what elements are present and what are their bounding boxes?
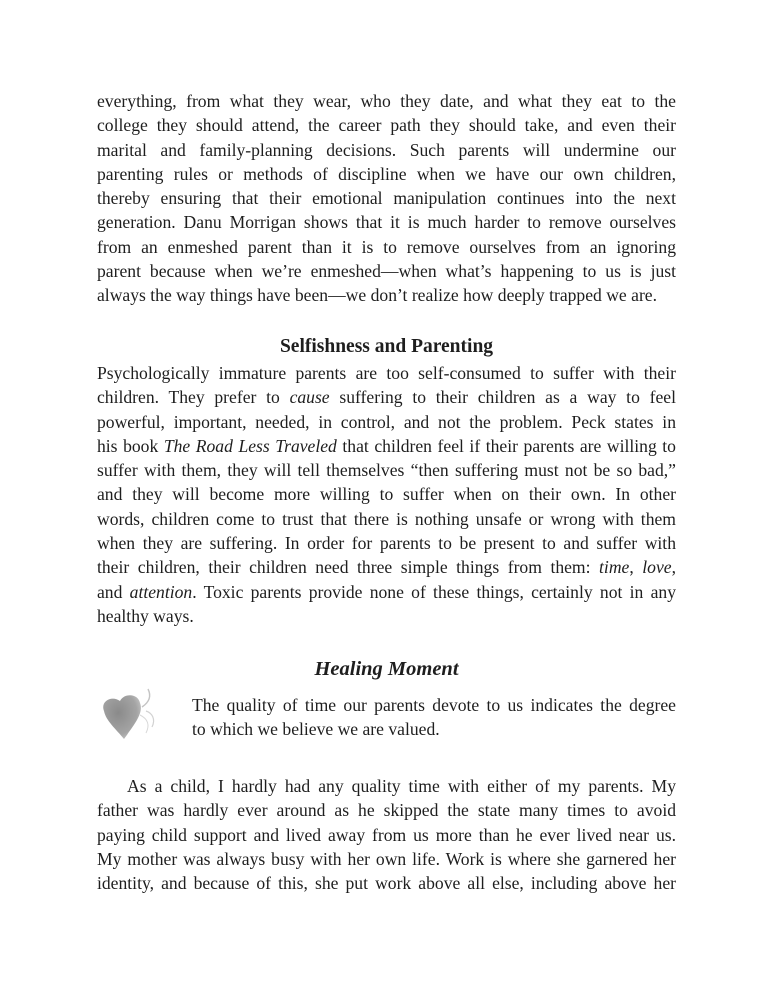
- text-run: ,: [629, 557, 643, 578]
- text-line: and they will become more willing to suffer when on their own. In other: [97, 484, 676, 505]
- section-heading: Selfishness and Parenting: [279, 336, 494, 357]
- emphasis: attention: [129, 581, 193, 602]
- healing-moment-heading: Healing Moment: [314, 658, 459, 680]
- text-line: from an enmeshed parent than it is to remove ourselves from an ignoring: [97, 236, 676, 257]
- text-run: suffering to their children as a way to feel: [329, 387, 676, 408]
- text-run: ,: [671, 557, 676, 578]
- text-line: As a child, I hardly had any quality time with either of my parents. My: [127, 776, 676, 796]
- text-line: [97, 580, 676, 604]
- text-line: [97, 434, 676, 458]
- text-run: and: [97, 581, 130, 602]
- text-run: their children, their children need three simple things from them:: [97, 557, 600, 578]
- emphasis: cause: [289, 387, 330, 408]
- text-line: words, children come to trust that there is nothing unsafe or wrong with them: [97, 508, 676, 529]
- text-line: marital and family-planning decisions. Such parents will undermine our: [97, 139, 676, 160]
- text-run: children. They prefer to: [97, 387, 290, 408]
- text-run: his book: [97, 435, 164, 456]
- paragraph-selfishness: [97, 361, 676, 628]
- paragraph-enmeshed-parents: [97, 89, 676, 308]
- text-line: thereby ensuring that their emotional manipulation continues into the next: [97, 188, 676, 209]
- text-line: [97, 555, 676, 579]
- text-line: to which we believe we are valued.: [192, 719, 440, 740]
- healing-moment-text: [192, 693, 676, 742]
- heart-icon: [98, 685, 160, 745]
- text-line: The quality of time our parents devote to us indicates the degree: [192, 695, 676, 715]
- text-line: father was hardly ever around as he skipped the state many times to avoid: [97, 800, 676, 821]
- book-title: The Road Less Traveled: [163, 435, 337, 456]
- text-run: . Toxic parents provide none of these things, certainly not in any: [192, 581, 676, 602]
- text-line: healthy ways.: [97, 605, 194, 626]
- text-line: parent because when we’re enmeshed—when what’s happening to us is just: [97, 261, 676, 282]
- emphasis: time: [599, 557, 630, 578]
- text-line: always the way things have been—we don’t realize how deeply trapped we are.: [97, 285, 658, 306]
- text-line: paying child support and lived away from us more than he ever lived near us.: [97, 824, 676, 845]
- text-line: generation. Danu Morrigan shows that it is much harder to remove ourselves: [97, 212, 676, 233]
- text-run: that children feel if their parents are willing to: [336, 435, 676, 456]
- text-line: My mother was always busy with her own life. Work is where she garnered her: [97, 848, 676, 869]
- text-line: powerful, important, needed, in control, and not the problem. Peck states in: [97, 411, 676, 432]
- text-line: when they are suffering. In order for parents to be present to and suffer with: [97, 533, 676, 554]
- text-line: identity, and because of this, she put work above all else, including above her: [97, 873, 676, 894]
- text-line: college they should attend, the career path they should take, and even their: [97, 115, 676, 136]
- text-line: [97, 385, 676, 409]
- text-line: everything, from what they wear, who they date, and what they eat to the: [97, 91, 676, 111]
- text-line: parenting rules or methods of discipline when we have our own children,: [97, 163, 676, 184]
- text-line: Psychologically immature parents are too self-consumed to suffer with their: [97, 363, 676, 383]
- paragraph-childhood: [97, 774, 676, 895]
- text-line: suffer with them, they will tell themselves “then suffering must not be so bad,”: [97, 460, 676, 481]
- emphasis: love: [642, 557, 672, 578]
